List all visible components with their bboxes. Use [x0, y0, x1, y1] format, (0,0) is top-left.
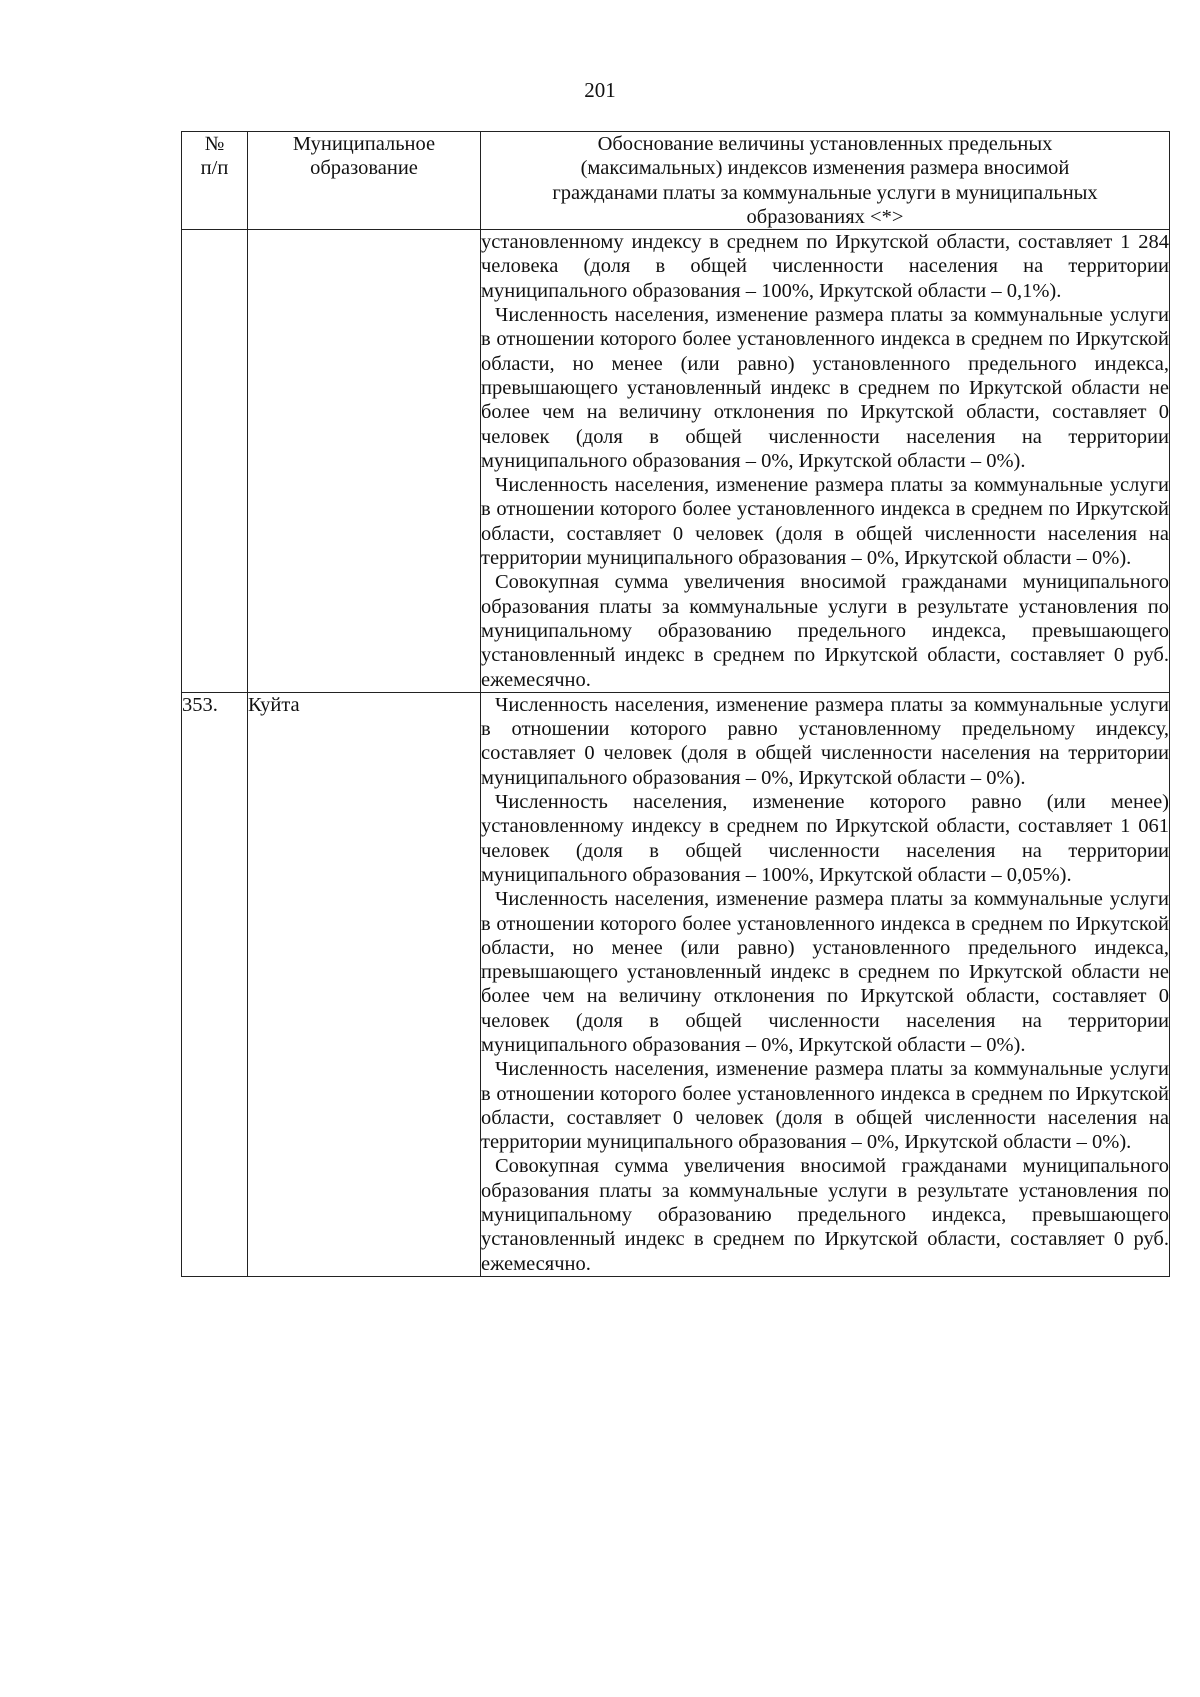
table-row [182, 230, 1170, 693]
header-justification-line: (максимальных) индексов изменения размера вносимой [580, 157, 1070, 180]
header-justification-line: гражданами платы за коммунальные услуги в муниципальных [552, 181, 1098, 204]
justification-paragraph: Численность населения, изменение размера платы за коммунальные услуги в отношении которого более установленного индекса в среднем по Иркутской области, составляет 0 человек (доля в общей численности населения на территории муниципального образования – 0%, Иркутской области – 0%). [481, 1058, 1169, 1154]
justification-paragraph: Численность населения, изменение размера платы за коммунальные услуги в отношении которого более установленного индекса в среднем по Иркутской области, но менее (или равно) установленного предельного индекса, превышающего установленный индекс в среднем по Иркутской области не более чем на величину отклонения по Иркутской области, составляет 0 человек (доля в общей численности населения на территории муниципального образования – 0%, Иркутской области – 0%). [481, 304, 1169, 472]
justification-paragraph: Численность населения, изменение размера платы за коммунальные услуги в отношении которого более установленного индекса в среднем по Иркутской области, но менее (или равно) установленного предельного индекса, превышающего установленный индекс в среднем по Иркутской области не более чем на величину отклонения по Иркутской области, составляет 0 человек (доля в общей численности населения на территории муниципального образования – 0%, Иркутской области – 0%). [481, 888, 1169, 1056]
row-number [182, 230, 248, 693]
row-municipality: Куйта [248, 692, 481, 1276]
justification-paragraph: Совокупная сумма увеличения вносимой гражданами муниципального образования платы за коммунальные услуги в результате установления по муниципальному образованию предельного индекса, превышающего установленный индекс в среднем по Иркутской области, составляет 0 руб. ежемесячно. [481, 1155, 1169, 1275]
row-number: 353. [182, 692, 248, 1276]
header-justification-line: Обоснование величины установленных предельных [597, 133, 1053, 155]
header-justification-line: образованиях <*> [746, 205, 904, 228]
justification-paragraph: установленному индексу в среднем по Иркутской области, составляет 1 284 человека (доля в общей численности населения на территории муниципального образования – 100%, Иркутской области – 0,1%). [481, 231, 1169, 302]
header-number [182, 132, 248, 230]
table-header-row [182, 132, 1170, 230]
justification-paragraph: Численность населения, изменение размера платы за коммунальные услуги в отношении которого равно установленному предельному индексу, составляет 0 человек (доля в общей численности населения на территории муниципального образования – 0%, Иркутской области – 0%). [481, 693, 1169, 789]
justification-paragraph: Численность населения, изменение размера платы за коммунальные услуги в отношении которого более установленного индекса в среднем по Иркутской области, составляет 0 человек (доля в общей численности населения на территории муниципального образования – 0%, Иркутской области – 0%). [481, 474, 1169, 570]
header-municipality-line: образование [310, 157, 418, 180]
page-number: 201 [584, 78, 616, 102]
header-number-line: п/п [200, 157, 229, 180]
row-justification [481, 230, 1170, 693]
row-justification [481, 692, 1170, 1276]
row-municipality [248, 230, 481, 693]
table-row [182, 692, 1170, 1276]
header-municipality-line: Муниципальное [292, 133, 436, 155]
header-number-line: № [204, 133, 225, 155]
justification-paragraph: Численность населения, изменение которого равно (или менее) установленному индексу в среднем по Иркутской области, составляет 1 061 человек (доля в общей численности населения на территории муниципального образования – 100%, Иркутской области – 0,05%). [481, 791, 1169, 886]
header-justification [481, 132, 1170, 230]
municipal-index-table [181, 131, 1170, 1277]
header-municipality [248, 132, 481, 230]
justification-paragraph: Совокупная сумма увеличения вносимой гражданами муниципального образования платы за коммунальные услуги в результате установления по муниципальному образованию предельного индекса, превышающего установленный индекс в среднем по Иркутской области, составляет 0 руб. ежемесячно. [481, 571, 1169, 691]
